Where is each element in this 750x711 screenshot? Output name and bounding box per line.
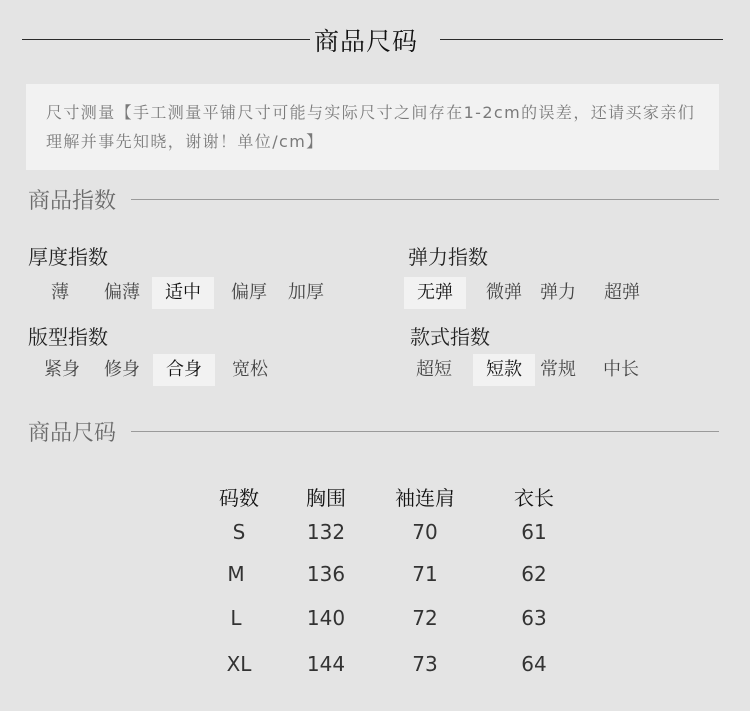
elasticity-index-title: 弹力指数: [408, 245, 488, 269]
size-table-cell: 140: [306, 606, 346, 630]
length-option-mid-long: 中长: [603, 359, 639, 380]
measurement-notice-text: 尺寸测量【手工测量平铺尺寸可能与实际尺寸之间存在1-2cm的误差，还请买家亲们理解并事先知晓，谢谢！单位/cm】: [46, 103, 696, 151]
thickness-option-slightly-thin: 偏薄: [104, 282, 140, 303]
fit-option-tight: 紧身: [44, 359, 80, 380]
thickness-option-thick: 加厚: [288, 282, 324, 303]
size-table-cell: 73: [412, 652, 438, 676]
size-table-cell: XL: [226, 652, 252, 676]
length-option-regular: 常规: [540, 359, 576, 380]
size-table-cell: 61: [521, 520, 547, 544]
measurement-notice: [26, 84, 719, 170]
thickness-option-medium-selected: 适中: [152, 277, 214, 309]
size-table-cell: 71: [412, 562, 438, 586]
thickness-index-title: 厚度指数: [28, 245, 108, 269]
size-table-cell: 63: [521, 606, 547, 630]
size-table-cell: 64: [521, 652, 547, 676]
size-table-header-length: 衣长: [514, 486, 554, 510]
section-rule-size: [131, 431, 719, 432]
length-option-ultra-short: 超短: [416, 359, 452, 380]
header-rule-right: [440, 39, 723, 40]
size-table-header-size: 码数: [219, 486, 259, 510]
size-table-cell: 62: [521, 562, 547, 586]
section-title-size: 商品尺码: [28, 421, 117, 446]
size-table-cell: S: [232, 520, 246, 544]
thickness-option-slightly-thick: 偏厚: [231, 282, 267, 303]
fit-option-slim: 修身: [104, 359, 140, 380]
size-table-cell: M: [227, 562, 245, 586]
size-table-cell: 132: [306, 520, 346, 544]
elasticity-option-slight: 微弹: [486, 282, 522, 303]
section-title-index: 商品指数: [28, 189, 117, 214]
section-rule-index: [131, 199, 719, 200]
page-title: 商品尺码: [314, 27, 419, 56]
size-table-cell: L: [230, 606, 242, 630]
elasticity-option-elastic: 弹力: [540, 282, 576, 303]
length-index-title: 款式指数: [410, 325, 490, 349]
size-table-cell: 144: [306, 652, 346, 676]
size-table-cell: 70: [412, 520, 438, 544]
length-option-short-selected: 短款: [473, 354, 535, 386]
size-table-cell: 136: [306, 562, 346, 586]
fit-option-regular-selected: 合身: [153, 354, 215, 386]
size-table-header-sleeve: 袖连肩: [395, 486, 455, 510]
size-table-header-chest: 胸围: [306, 486, 346, 510]
header-rule-left: [22, 39, 310, 40]
elasticity-option-super: 超弹: [604, 282, 640, 303]
fit-index-title: 版型指数: [28, 325, 108, 349]
size-table-cell: 72: [412, 606, 438, 630]
fit-option-loose: 宽松: [232, 359, 268, 380]
elasticity-option-none-selected: 无弹: [404, 277, 466, 309]
thickness-option-thin: 薄: [51, 282, 69, 303]
